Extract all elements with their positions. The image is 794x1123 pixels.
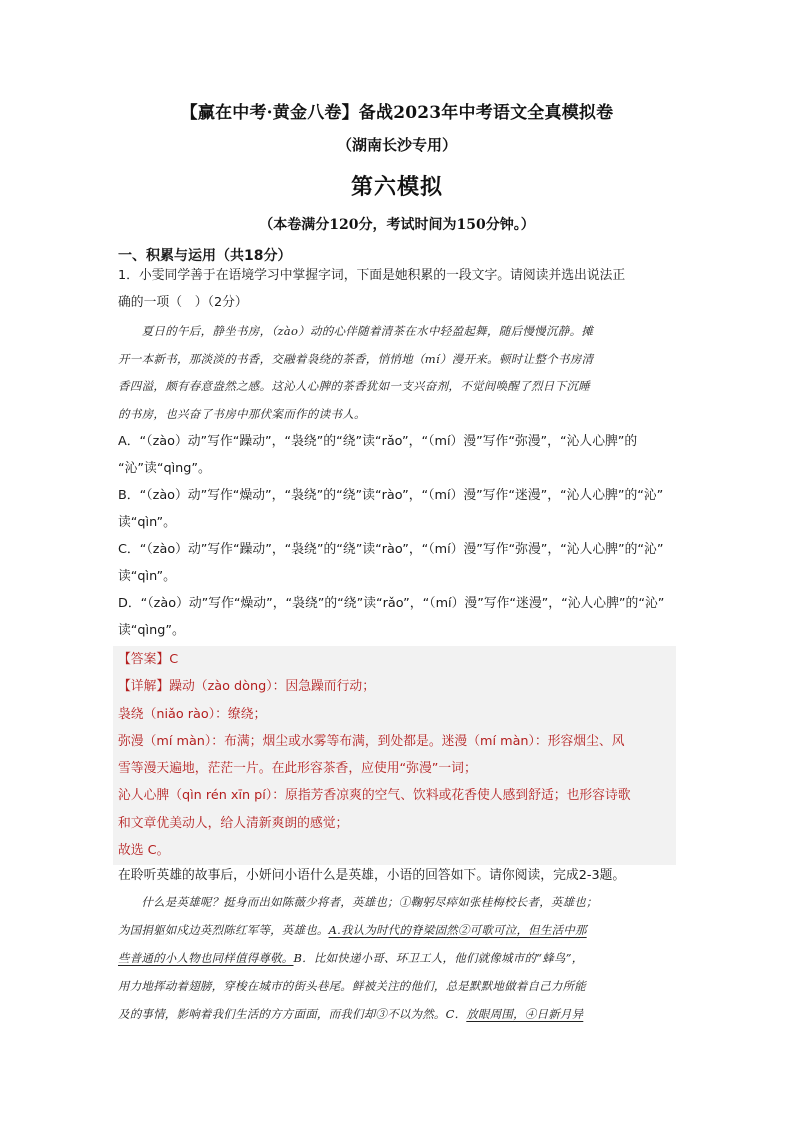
answer-line: 和文章优美动人，给人清新爽朗的感觉； xyxy=(118,815,349,831)
passage-line: 的书房，也兴奋了书房中那伏案而作的读书人。 xyxy=(118,406,366,421)
answer-line: 【答案】C xyxy=(118,652,179,667)
passage-text: 及的事情，影响着我们生活的方方面面，而我们却③不以为然。C． xyxy=(118,1007,467,1021)
question-1-options xyxy=(118,428,676,644)
document-title: 【赢在中考·黄金八卷】备战2023年中考语文全真模拟卷 xyxy=(180,103,614,123)
text-line: 1．小雯同学善于在语境学习中掌握字词，下面是她积累的一段文字。请阅读并选出说法正 xyxy=(118,268,626,283)
exam-note: （本卷满分120分，考试时间为150分钟。） xyxy=(259,217,535,233)
question-2-intro xyxy=(118,862,676,889)
section-heading: 一、积累与运用（共18分） xyxy=(118,248,292,264)
option-line: C．“（zào）动”写作“躁动”，“袅绕”的“绕”读“rào”，“（mí）漫”写作“弥漫”，“沁人心脾”的“沁” xyxy=(118,542,664,557)
answer-line: 袅绕（niǎo rào）：缭绕； xyxy=(118,706,267,722)
option-line: A．“（zào）动”写作“躁动”，“袅绕”的“绕”读“rǎo”，“（mí）漫”写作“弥漫”，“沁人心脾”的 xyxy=(118,434,638,449)
answer-line: 弥漫（mí màn）：布满；烟尘或水雾等布满，到处都是。迷漫（mí màn）：形容烟尘、风 xyxy=(118,733,625,749)
underlined-sentence-c: 放眼周围，④日新月异 xyxy=(466,1007,584,1021)
passage-text: 为国捐躯如戍边英烈陈红军等，英雄也。 xyxy=(118,923,329,937)
option-line: 读“qìn”。 xyxy=(118,515,176,530)
question-1-passage xyxy=(118,318,676,428)
passage-text: B．比如快递小哥、环卫工人，他们就像城市的“蜂鸟”， xyxy=(293,951,584,965)
option-line: “沁”读“qìng”。 xyxy=(118,461,211,476)
answer-line: 雪等漫天遍地，茫茫一片。在此形容茶香，应使用“弥漫”一词； xyxy=(118,761,477,777)
passage-line xyxy=(118,916,676,944)
answer-line: 【详解】躁动（zào dòng）：因急躁而行动； xyxy=(118,679,375,695)
exam-name: 第六模拟 xyxy=(350,174,443,200)
underlined-sentence-a-cont: 些普通的小人物也同样值得尊敬。 xyxy=(118,951,294,965)
text-line: 在聆听英雄的故事后，小妍问小语什么是英雄，小语的回答如下。请你阅读，完成2-3题。 xyxy=(118,868,626,883)
passage-line: 用力地挥动着翅膀，穿梭在城市的街头巷尾。鲜被关注的他们，总是默默地做着自己力所能 xyxy=(118,979,586,993)
option-line: 读“qìn”。 xyxy=(118,569,176,584)
underlined-sentence-a: A.我认为时代的脊梁固然②可歌可泣，但生活中那 xyxy=(328,923,587,937)
question-2-passage xyxy=(118,888,676,1028)
passage-line: 什么是英雄呢？挺身而出如陈薇少将者，英雄也；①鞠躬尽瘁如张桂梅校长者，英雄也； xyxy=(118,895,598,909)
option-line: 读“qìng”。 xyxy=(118,623,185,638)
option-line: D．“（zào）动”写作“燥动”，“袅绕”的“绕”读“rǎo”，“（mí）漫”写作“迷漫”，“沁人心脾”的“沁” xyxy=(118,596,665,611)
answer-section xyxy=(118,646,676,864)
answer-line: 故选 C。 xyxy=(118,843,170,859)
passage-line xyxy=(118,944,676,972)
option-line: B．“（zào）动”写作“燥动”，“袅绕”的“绕”读“rào”，“（mí）漫”写作“迷漫”，“沁人心脾”的“沁” xyxy=(118,488,664,503)
document-region: （湖南长沙专用） xyxy=(336,136,457,154)
answer-line: 沁人心脾（qìn rén xīn pí）：原指芳香凉爽的空气、饮料或花香使人感到舒适；也形容诗歌 xyxy=(118,788,631,804)
question-1-stem xyxy=(118,262,676,316)
passage-line: 香四溢，颇有春意盎然之感。这沁人心脾的茶香犹如一支兴奋剂，不觉间唤醒了烈日下沉睡 xyxy=(118,379,590,393)
passage-line: 开一本新书，那淡淡的书香，交融着袅绕的茶香，悄悄地（mí）漫开来。顿时让整个书房清 xyxy=(118,351,594,366)
text-line: 确的一项（ ）（2分） xyxy=(118,295,248,310)
passage-line: 夏日的午后，静坐书房，（zào）动的心伴随着清茶在水中轻盈起舞，随后慢慢沉静。摊 xyxy=(118,324,594,338)
passage-line xyxy=(118,1000,676,1028)
